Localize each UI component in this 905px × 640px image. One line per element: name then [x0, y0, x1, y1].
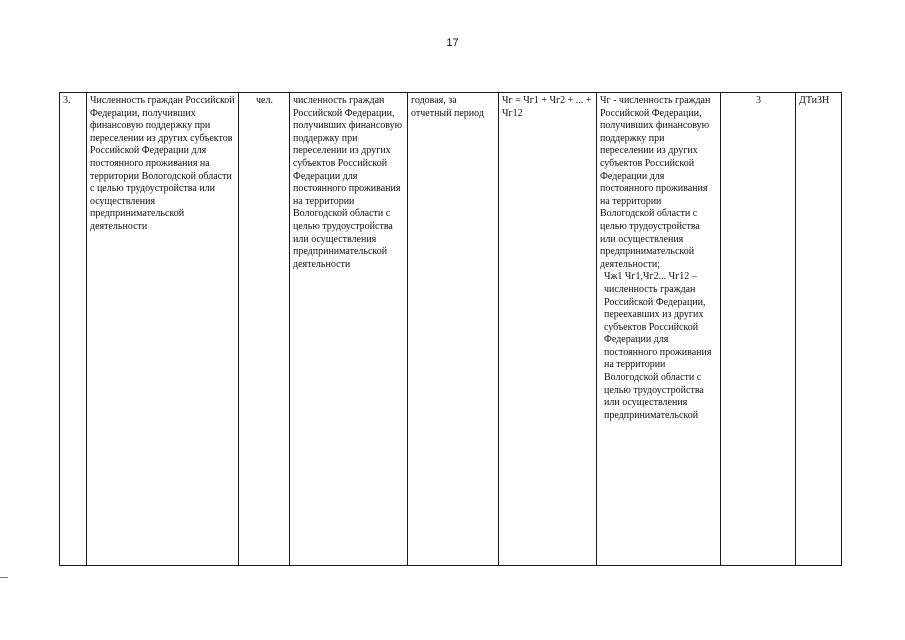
- formula-cell: Чг = Чг1 + Чг2 + ... + Чг12: [499, 93, 597, 566]
- definition-cell: численность граждан Российской Федерации, получивших финансовую поддержку при переселении из других субъектов Российской Федерации для постоянного проживания на территории Вологодской области с целью трудоустройства или осуществления предпринимательской деятельности: [290, 93, 408, 566]
- indicator-name-cell: Численность граждан Российской Федерации, получивших финансовую поддержку при переселении из других субъектов Российской Федерации для постоянного проживания на территории Вологодской области с целью трудоустройства или осуществления предпринимательской деятельности: [87, 93, 239, 566]
- responsible-cell: ДТиЗН: [796, 93, 842, 566]
- variables-definition-2: Чж1 Чг1,Чг2... Чг12 – численность граждан Российской Федерации, переехавших из других субъектов Российской Федерации для постоянного проживания на территории Вологодской области с целью трудоустройства или осуществления предпринимательской: [604, 271, 712, 421]
- row-index-cell: 3.: [60, 93, 87, 566]
- unit-cell: чел.: [239, 93, 290, 566]
- variables-definition-1: Чг - численность граждан Российской Федерации, получивших финансовую поддержку при переселении из других субъектов Российской Федерации для постоянного проживания на территории Вологодской области с целью трудоустройства или осуществления предпринимательской деятельности;: [600, 95, 711, 270]
- page-number: 17: [446, 37, 459, 49]
- indicator-table: [59, 92, 842, 566]
- method-cell: 3: [721, 93, 796, 566]
- periodicity-cell: годовая, за отчетный период: [408, 93, 499, 566]
- margin-mark: [0, 577, 8, 578]
- table-row: [60, 93, 842, 566]
- variables-cell: [597, 93, 721, 566]
